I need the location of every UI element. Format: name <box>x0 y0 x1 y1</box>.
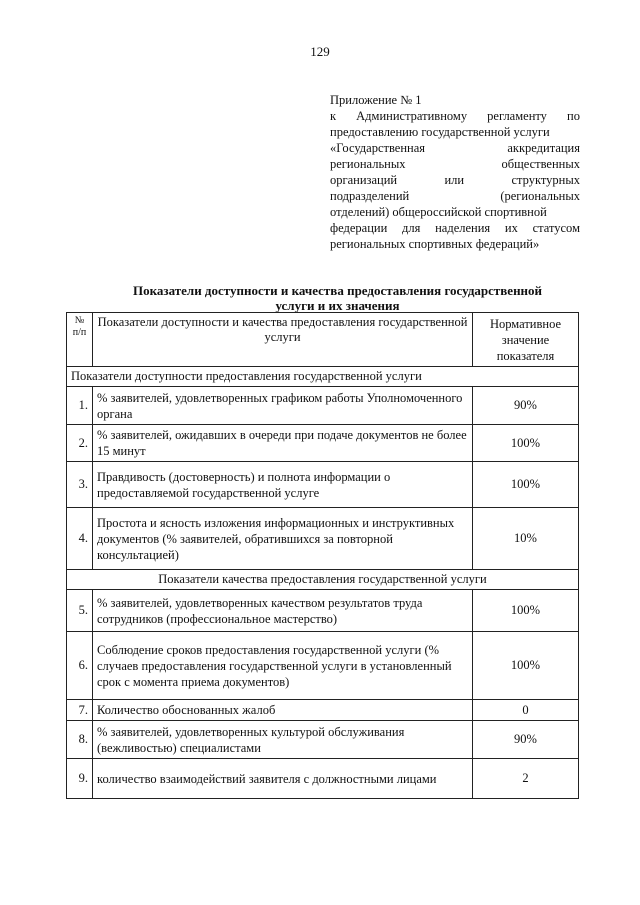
section-row-quality <box>67 570 579 590</box>
appendix-line <box>330 220 580 236</box>
appendix-word: к <box>330 109 337 123</box>
header-number: № п/п <box>67 313 93 367</box>
section-access-title: Показатели доступности предоставления государственной услуги <box>67 367 579 387</box>
appendix-word: или <box>444 173 465 187</box>
appendix-line: региональных спортивных федераций» <box>330 237 540 251</box>
row-indicator-name: количество взаимодействий заявителя с должностными лицами <box>93 759 473 799</box>
table-header-row <box>67 313 579 367</box>
document-title-line-2: услуги и их значения <box>275 298 400 313</box>
row-number: 1. <box>67 387 93 425</box>
appendix-word: наделения <box>435 221 491 235</box>
table-row <box>67 759 579 799</box>
appendix-line <box>330 172 580 188</box>
row-normative-value: 100% <box>473 425 579 462</box>
appendix-word: подразделений <box>330 189 410 203</box>
row-normative-value: 90% <box>473 387 579 425</box>
appendix-word: регламенту <box>487 109 547 123</box>
document-title <box>60 283 615 313</box>
row-indicator-name: Простота и ясность изложения информационных и инструктивных документов (% заявителей, обратившихся за повторной консультацией) <box>93 508 473 570</box>
section-row-access <box>67 367 579 387</box>
row-indicator-name: % заявителей, удовлетворенных культурой обслуживания (вежливостью) специалистами <box>93 721 473 759</box>
appendix-word: «Государственная <box>330 141 426 155</box>
appendix-line: предоставлению государственной услуги <box>330 125 550 139</box>
appendix-line <box>330 156 580 172</box>
row-normative-value: 100% <box>473 462 579 508</box>
row-indicator-name: % заявителей, удовлетворенных качеством результатов труда сотрудников (профессиональное мастерство) <box>93 590 473 632</box>
row-normative-value: 90% <box>473 721 579 759</box>
row-number: 7. <box>67 700 93 721</box>
appendix-word: для <box>402 221 421 235</box>
row-normative-value: 10% <box>473 508 579 570</box>
table-row <box>67 508 579 570</box>
row-number: 3. <box>67 462 93 508</box>
document-title-line-1: Показатели доступности и качества предоставления государственной <box>132 283 543 298</box>
row-normative-value: 100% <box>473 590 579 632</box>
appendix-title: Приложение № 1 <box>330 93 422 107</box>
page-number: 129 <box>310 44 330 59</box>
appendix-word: общественных <box>501 157 580 171</box>
row-normative-value: 2 <box>473 759 579 799</box>
row-number: 8. <box>67 721 93 759</box>
appendix-line <box>330 188 580 204</box>
row-number: 2. <box>67 425 93 462</box>
header-indicator: Показатели доступности и качества предоставления государственной услуги <box>93 313 473 367</box>
table-row <box>67 632 579 700</box>
row-number: 5. <box>67 590 93 632</box>
appendix-word: (региональных <box>500 189 580 203</box>
row-indicator-name: Количество обоснованных жалоб <box>93 700 473 721</box>
appendix-word: их <box>504 221 518 235</box>
table-row <box>67 387 579 425</box>
row-indicator-name: % заявителей, ожидавших в очереди при подаче документов не более 15 минут <box>93 425 473 462</box>
appendix-word: организаций <box>330 173 398 187</box>
appendix-word: по <box>567 109 580 123</box>
appendix-block <box>330 92 580 252</box>
appendix-word: статусом <box>532 221 580 235</box>
appendix-line <box>330 140 580 156</box>
header-normative-value: Нормативное значение показателя <box>473 313 579 367</box>
table-row <box>67 425 579 462</box>
appendix-lines <box>330 108 580 252</box>
section-quality-title: Показатели качества предоставления государственной услуги <box>67 570 579 590</box>
row-number: 4. <box>67 508 93 570</box>
row-indicator-name: Соблюдение сроков предоставления государственной услуги (% случаев предоставления государственной услуги в установленный срок с момента приема документов) <box>93 632 473 700</box>
appendix-line <box>330 108 580 124</box>
row-indicator-name: Правдивость (достоверность) и полнота информации о предоставляемой государственной услуге <box>93 462 473 508</box>
appendix-line: отделений) общероссийской спортивной <box>330 205 547 219</box>
table-row <box>67 721 579 759</box>
row-normative-value: 0 <box>473 700 579 721</box>
row-indicator-name: % заявителей, удовлетворенных графиком работы Уполномоченного органа <box>93 387 473 425</box>
row-normative-value: 100% <box>473 632 579 700</box>
table-row <box>67 700 579 721</box>
appendix-word: федерации <box>330 221 388 235</box>
table-row <box>67 590 579 632</box>
row-number: 9. <box>67 759 93 799</box>
indicators-table <box>66 312 579 799</box>
appendix-word: структурных <box>511 173 580 187</box>
appendix-word: Административному <box>356 109 468 123</box>
appendix-word: региональных <box>330 157 406 171</box>
appendix-word: аккредитация <box>507 141 580 155</box>
row-number: 6. <box>67 632 93 700</box>
table-row <box>67 462 579 508</box>
